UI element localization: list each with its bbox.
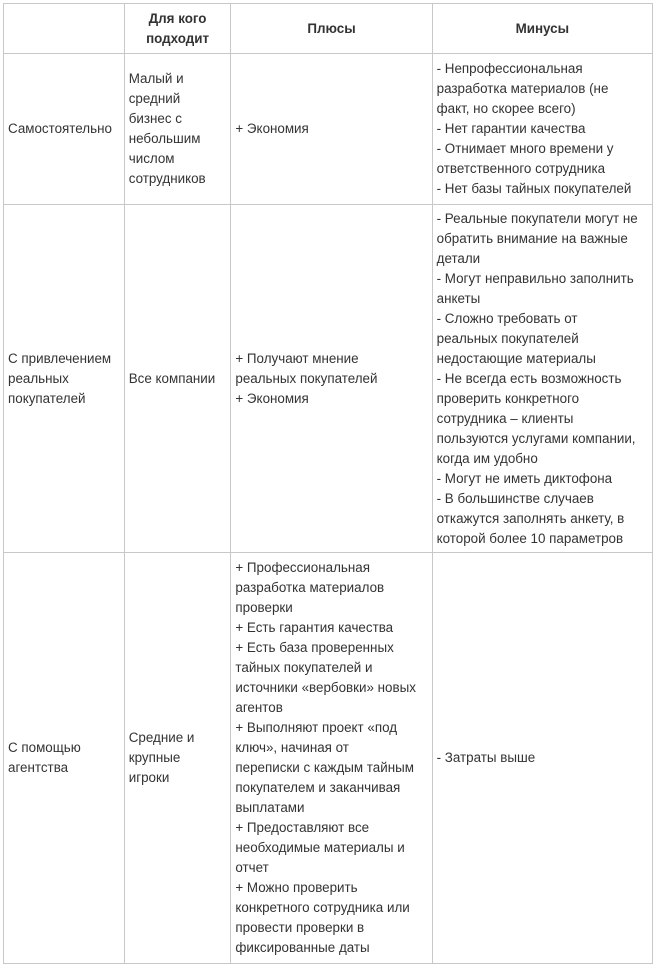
cell-text-line: отчет (235, 860, 269, 875)
cell-text-line: недостающие материалы (436, 350, 596, 366)
cell-text-line: провести проверки в (235, 920, 365, 935)
cell-text-line: ответственного сотрудника (436, 161, 606, 176)
cell-text-line: С привлечением (8, 350, 112, 366)
cell-method (4, 205, 125, 553)
cell-text-line: бизнес с (128, 111, 182, 126)
cell-text-line: Плюсы (307, 20, 356, 36)
table-row (4, 54, 653, 205)
cell-text-line: Средние и (128, 730, 195, 745)
cell-text-line: Самостоятельно (8, 121, 112, 136)
cell-text-line: тайных покупателей и (235, 660, 373, 675)
cell-method (4, 553, 125, 964)
cell-text-line: необходимые материалы и (235, 840, 405, 855)
cell-text-line: реальных покупателей (235, 370, 378, 386)
cell-suits (124, 54, 231, 205)
cell-text-line: Малый и (128, 71, 184, 86)
cell-text-line: когда им удобно (436, 450, 538, 466)
table-row (4, 205, 653, 553)
cell-text-line: откажутся заполнять анкету, в (436, 510, 625, 526)
cell-text-line: С помощью (8, 740, 81, 755)
header-method (4, 4, 125, 54)
cell-cons (432, 205, 652, 553)
cell-text-line: пользуются услугами компании, (436, 430, 636, 446)
cell-text-line: реальных (8, 370, 69, 386)
cell-text-line: агентов (235, 700, 283, 715)
cell-text-line: проверки (235, 600, 293, 615)
cell-text-line: Для кого (148, 10, 207, 26)
cell-text-line: средний (128, 91, 181, 106)
cell-text-line: + Экономия (235, 121, 309, 136)
cell-suits (124, 205, 231, 553)
cell-text-line: + Экономия (235, 390, 309, 406)
cell-text-line: анкеты (436, 290, 481, 306)
cell-text-line: сотрудника – клиенты (436, 410, 574, 426)
cell-text-line: сотрудников (128, 171, 206, 186)
cell-text-line: - В большинстве случаев (436, 490, 594, 506)
cell-cons (432, 54, 652, 205)
cell-text-line: крупные (128, 750, 181, 765)
cell-text-line: разработка материалов (235, 580, 385, 595)
cell-text-line: переписки с каждым тайным (235, 760, 414, 775)
cell-text-line: которой более 10 параметров (436, 530, 624, 546)
cell-text-line: покупателем и заканчивая (235, 780, 401, 795)
cell-pros (231, 54, 432, 205)
cell-text-line: источники «вербовки» новых (235, 680, 416, 695)
cell-text-line: + Профессиональная (235, 560, 370, 575)
cell-text-line: детали (436, 250, 481, 266)
cell-text-line: + Выполняют проект «под (235, 720, 398, 735)
cell-pros (231, 205, 432, 553)
cell-text-line: подходит (146, 30, 210, 46)
cell-text-line: - Реальные покупатели могут не (436, 210, 638, 226)
table-row (4, 553, 653, 964)
cell-text-line: - Могут неправильно заполнить (436, 270, 634, 286)
cell-text-line: - Затраты выше (436, 750, 536, 765)
cell-text-line: Минусы (515, 20, 570, 36)
cell-text-line: + Получают мнение (235, 350, 359, 366)
cell-text-line: фиксированные даты (235, 940, 370, 955)
comparison-table (3, 3, 653, 964)
cell-method (4, 54, 125, 205)
cell-text-line: небольшим (128, 131, 201, 146)
cell-text-line: Все компании (128, 370, 216, 386)
cell-text-line: ключ», начиная от (235, 740, 349, 755)
cell-text-line: - Нет базы тайных покупателей (436, 181, 632, 196)
cell-text-line: - Отнимает много времени у (436, 141, 614, 156)
cell-text-line: - Не всегда есть возможность (436, 370, 622, 386)
cell-text-line: выплатами (235, 800, 305, 815)
cell-text-line: - Могут не иметь диктофона (436, 470, 613, 486)
cell-text-line: - Непрофессиональная (436, 61, 583, 76)
cell-text-line: конкретного сотрудника или (235, 900, 410, 915)
cell-cons (432, 553, 652, 964)
cell-text-line: + Предоставляют все (235, 820, 370, 835)
header-suits (124, 4, 231, 54)
cell-text-line: + Есть база проверенных (235, 640, 394, 655)
header-cons (432, 4, 652, 54)
cell-text-line: + Можно проверить (235, 880, 358, 895)
cell-text-line: числом (128, 151, 175, 166)
header-row (4, 4, 653, 54)
cell-text-line: - Сложно требовать от (436, 310, 578, 326)
cell-text-line: реальных покупателей (436, 330, 579, 346)
cell-text-line: факт, но скорее всего) (436, 101, 576, 116)
cell-text-line: покупателей (8, 390, 86, 406)
cell-text-line: обратить внимание на важные (436, 230, 628, 246)
cell-text-line: + Есть гарантия качества (235, 620, 394, 635)
cell-text-line: проверить конкретного (436, 390, 580, 406)
cell-suits (124, 553, 231, 964)
cell-text-line: - Нет гарантии качества (436, 121, 586, 136)
cell-text-line: агентства (8, 760, 69, 775)
header-pros (231, 4, 432, 54)
cell-text-line: разработка материалов (не (436, 81, 609, 96)
cell-text-line: игроки (128, 770, 170, 785)
cell-pros (231, 553, 432, 964)
